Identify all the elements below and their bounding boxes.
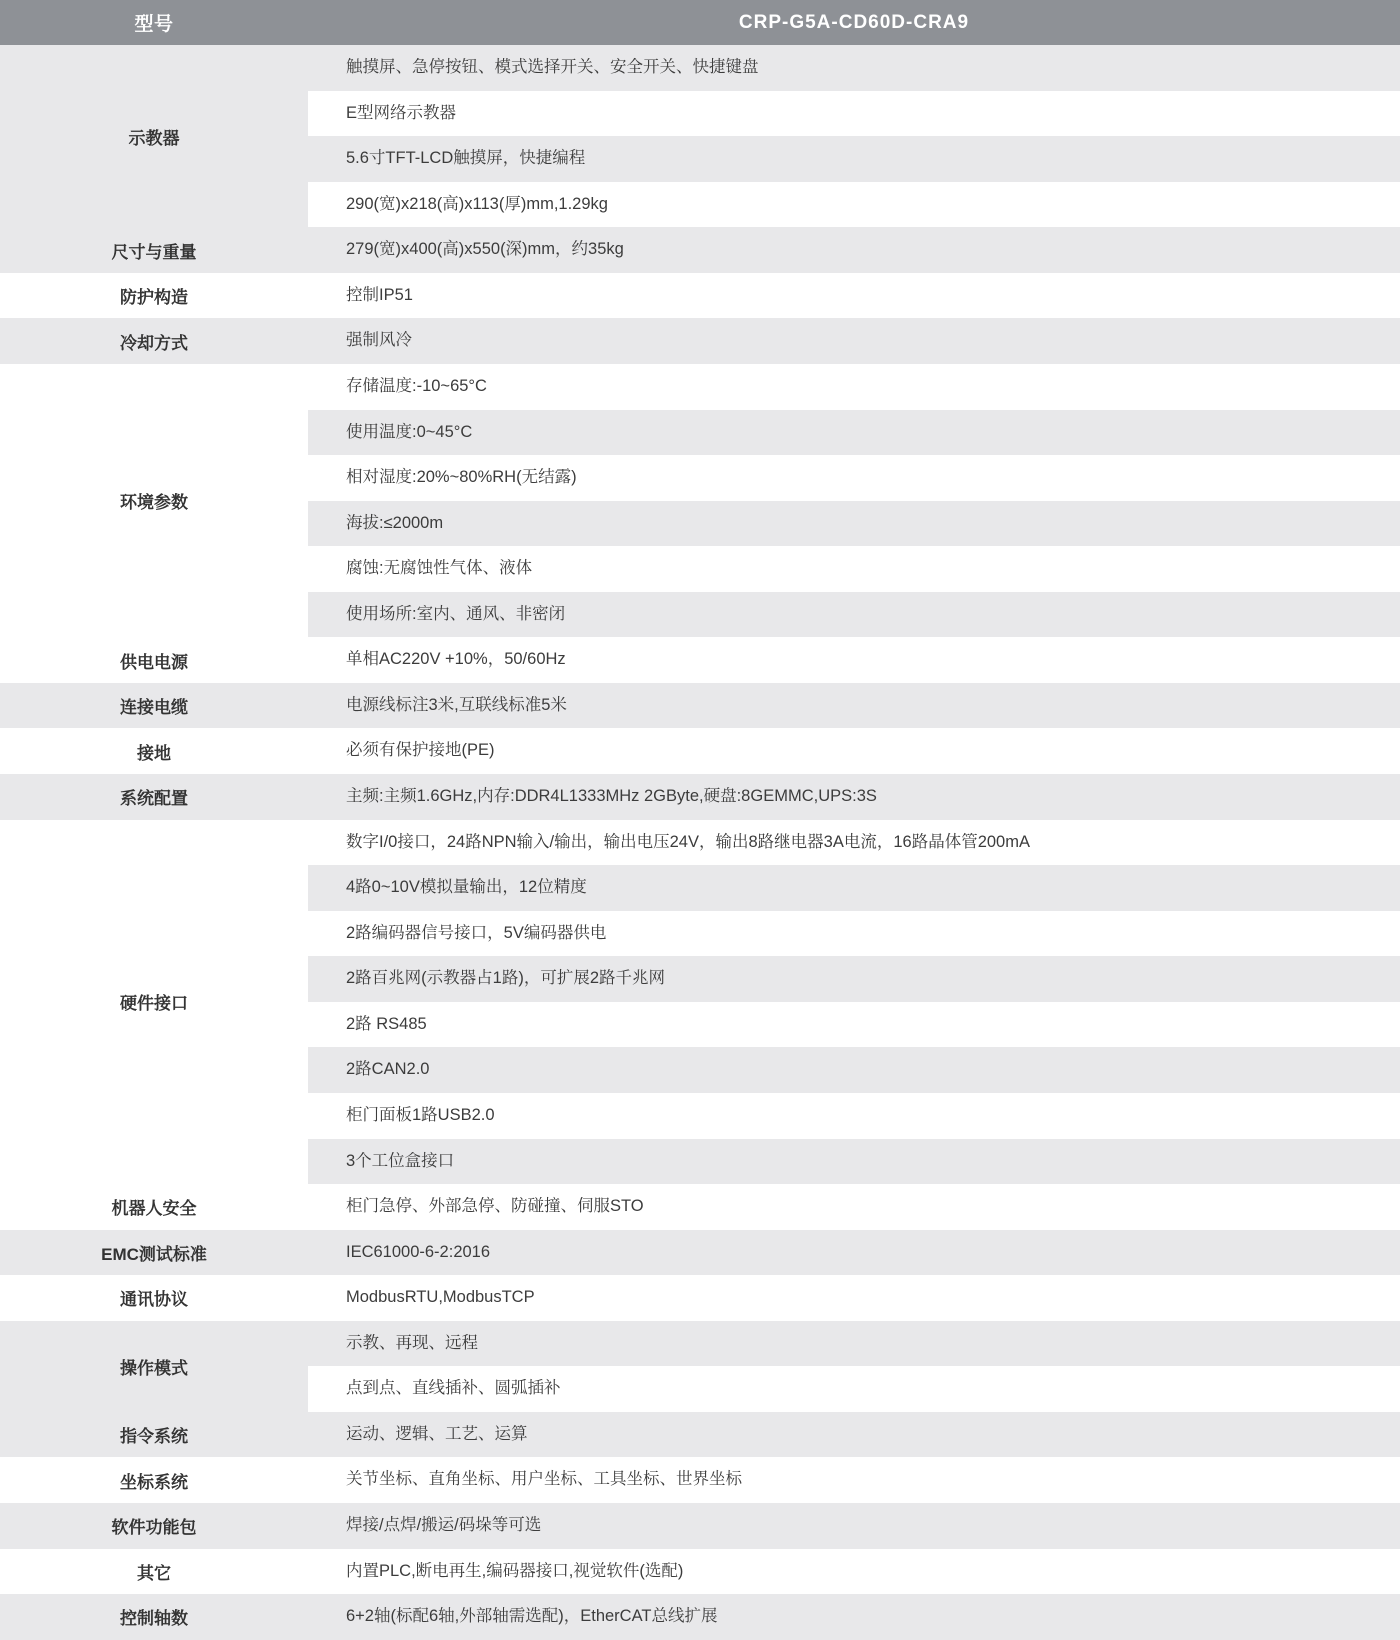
row-value: 279(宽)x400(高)x550(深)mm，约35kg (308, 227, 1400, 273)
table-row (0, 227, 1400, 273)
row-value: ModbusRTU,ModbusTCP (308, 1275, 1400, 1321)
header-label-cell: 型号 (0, 0, 308, 45)
table-row (0, 774, 1400, 820)
table-row (0, 1184, 1400, 1230)
row-value: 腐蚀:无腐蚀性气体、液体 (308, 546, 1400, 592)
row-value: 柜门面板1路USB2.0 (308, 1093, 1400, 1139)
row-value: 2路CAN2.0 (308, 1047, 1400, 1093)
table-row (0, 820, 1400, 866)
row-value: 相对湿度:20%~80%RH(无结露) (308, 455, 1400, 501)
row-value: 触摸屏、急停按钮、模式选择开关、安全开关、快捷键盘 (308, 45, 1400, 91)
row-value: 主频:主频1.6GHz,内存:DDR4L1333MHz 2GByte,硬盘:8GEMMC,UPS:3S (308, 774, 1400, 820)
row-label: 指令系统 (0, 1412, 308, 1458)
row-label: 坐标系统 (0, 1457, 308, 1503)
table-row (0, 45, 1400, 91)
row-value: 电源线标注3米,互联线标准5米 (308, 683, 1400, 729)
row-label: 机器人安全 (0, 1184, 308, 1230)
table-row (0, 1230, 1400, 1276)
row-label: 连接电缆 (0, 683, 308, 729)
row-value: 焊接/点焊/搬运/码垛等可选 (308, 1503, 1400, 1549)
row-value: 2路编码器信号接口，5V编码器供电 (308, 911, 1400, 957)
row-value: 关节坐标、直角坐标、用户坐标、工具坐标、世界坐标 (308, 1457, 1400, 1503)
row-value: 运动、逻辑、工艺、运算 (308, 1412, 1400, 1458)
row-value: 示教、再现、远程 (308, 1321, 1400, 1367)
table-body (0, 45, 1400, 1640)
row-value: 数字I/0接口，24路NPN输入/输出，输出电压24V，输出8路继电器3A电流，16路晶体管200mA (308, 820, 1400, 866)
row-value: 存储温度:-10~65°C (308, 364, 1400, 410)
row-label: 硬件接口 (0, 820, 308, 1185)
row-label: 示教器 (0, 45, 308, 227)
table-row (0, 1412, 1400, 1458)
row-label: 供电电源 (0, 637, 308, 683)
table-row (0, 1321, 1400, 1367)
table-row (0, 1594, 1400, 1640)
row-label: 操作模式 (0, 1321, 308, 1412)
row-value: 2路 RS485 (308, 1002, 1400, 1048)
row-value: 4路0~10V模拟量输出，12位精度 (308, 865, 1400, 911)
table-row (0, 273, 1400, 319)
row-value: 必须有保护接地(PE) (308, 728, 1400, 774)
table-header (0, 0, 1400, 45)
row-label: 接地 (0, 728, 308, 774)
row-label: 系统配置 (0, 774, 308, 820)
row-value: 柜门急停、外部急停、防碰撞、伺服STO (308, 1184, 1400, 1230)
row-value: E型网络示教器 (308, 91, 1400, 137)
header-value-cell: CRP-G5A-CD60D-CRA9 (308, 0, 1400, 45)
row-value: 3个工位盒接口 (308, 1139, 1400, 1185)
row-label: 尺寸与重量 (0, 227, 308, 273)
table-row (0, 637, 1400, 683)
row-label: 防护构造 (0, 273, 308, 319)
row-label: 控制轴数 (0, 1594, 308, 1640)
row-value: 控制IP51 (308, 273, 1400, 319)
row-label: 软件功能包 (0, 1503, 308, 1549)
table-row (0, 364, 1400, 410)
row-value: 使用温度:0~45°C (308, 410, 1400, 456)
row-value: 点到点、直线插补、圆弧插补 (308, 1366, 1400, 1412)
row-value: 6+2轴(标配6轴,外部轴需选配)，EtherCAT总线扩展 (308, 1594, 1400, 1640)
row-label: 冷却方式 (0, 318, 308, 364)
table-row (0, 1503, 1400, 1549)
table-row (0, 728, 1400, 774)
row-value: IEC61000-6-2:2016 (308, 1230, 1400, 1276)
row-value: 内置PLC,断电再生,编码器接口,视觉软件(选配) (308, 1549, 1400, 1595)
row-label: 其它 (0, 1549, 308, 1595)
row-value: 2路百兆网(示教器占1路)，可扩展2路千兆网 (308, 956, 1400, 1002)
row-label: 通讯协议 (0, 1275, 308, 1321)
row-value: 强制风冷 (308, 318, 1400, 364)
row-value: 海拔:≤2000m (308, 501, 1400, 547)
row-value: 290(宽)x218(高)x113(厚)mm,1.29kg (308, 182, 1400, 228)
row-label: 环境参数 (0, 364, 308, 637)
row-label: EMC测试标准 (0, 1230, 308, 1276)
table-row (0, 318, 1400, 364)
table-row (0, 1457, 1400, 1503)
table-row (0, 1275, 1400, 1321)
table-row (0, 1549, 1400, 1595)
row-value: 单相AC220V +10%，50/60Hz (308, 637, 1400, 683)
table-row (0, 683, 1400, 729)
row-value: 5.6寸TFT-LCD触摸屏，快捷编程 (308, 136, 1400, 182)
row-value: 使用场所:室内、通风、非密闭 (308, 592, 1400, 638)
